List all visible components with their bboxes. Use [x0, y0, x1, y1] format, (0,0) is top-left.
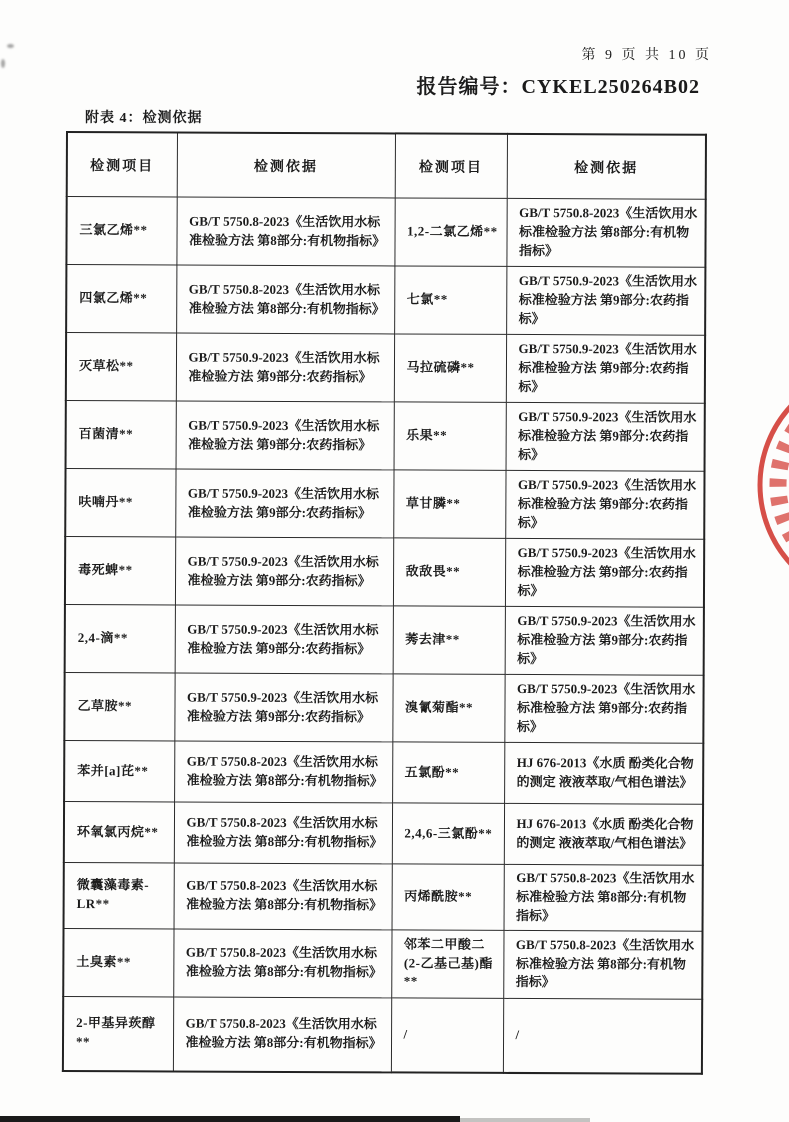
- table-row: [64, 862, 703, 930]
- table-row: [66, 265, 705, 336]
- item-cell: 敌敌畏**: [393, 538, 505, 606]
- basis-cell: HJ 676-2013《水质 酚类化合物的测定 液液萃取/气相色谱法》: [504, 803, 703, 865]
- scan-edge-artifact: [0, 1116, 460, 1122]
- item-cell: 邻苯二甲酸二(2-乙基己基)酯**: [391, 929, 503, 997]
- basis-cell: GB/T 5750.8-2023《生活饮用水标准检验方法 第8部分:有机物指标》: [173, 929, 391, 998]
- basis-cell: /: [503, 998, 702, 1074]
- item-cell: 四氯乙烯**: [66, 265, 176, 333]
- table-row: [64, 672, 703, 743]
- item-cell: 2-甲基异莰醇**: [63, 996, 173, 1071]
- column-header-basis-2: 检测依据: [507, 134, 706, 199]
- item-cell: 七氯**: [394, 266, 506, 334]
- basis-cell: GB/T 5750.9-2023《生活饮用水标准检验方法 第9部分:农药指标》: [175, 605, 393, 674]
- basis-cell: GB/T 5750.8-2023《生活饮用水标准检验方法 第8部分:有机物指标》: [503, 930, 702, 999]
- item-cell: 2,4-滴**: [65, 604, 175, 672]
- basis-cell: GB/T 5750.8-2023《生活饮用水标准检验方法 第8部分:有机物指标》: [176, 265, 394, 334]
- basis-cell: GB/T 5750.9-2023《生活饮用水标准检验方法 第9部分:农药指标》: [504, 674, 703, 743]
- table-row: [66, 401, 705, 472]
- basis-cell: GB/T 5750.8-2023《生活饮用水标准检验方法 第8部分:有机物指标》: [174, 863, 392, 929]
- item-cell: 2,4,6-三氯酚**: [392, 803, 504, 864]
- basis-cell: GB/T 5750.8-2023《生活饮用水标准检验方法 第8部分:有机物指标》: [504, 864, 703, 930]
- basis-cell: GB/T 5750.9-2023《生活饮用水标准检验方法 第9部分:农药指标》: [175, 537, 393, 606]
- basis-cell: GB/T 5750.9-2023《生活饮用水标准检验方法 第9部分:农药指标》: [506, 334, 705, 403]
- table-row: [63, 996, 702, 1074]
- basis-cell: GB/T 5750.9-2023《生活饮用水标准检验方法 第9部分:农药指标》: [174, 673, 392, 742]
- scan-artifact: [7, 44, 14, 48]
- item-cell: 环氧氯丙烷**: [64, 801, 174, 862]
- item-cell: 土臭素**: [63, 928, 173, 996]
- item-cell: 丙烯酰胺**: [392, 864, 504, 930]
- table-row: [64, 801, 703, 865]
- item-cell: 毒死蜱**: [65, 537, 175, 605]
- item-cell: 微囊藻毒素-LR**: [64, 862, 174, 928]
- basis-cell: GB/T 5750.9-2023《生活饮用水标准检验方法 第9部分:农药指标》: [176, 401, 394, 470]
- test-basis-table: [62, 131, 707, 1075]
- basis-cell: GB/T 5750.9-2023《生活饮用水标准检验方法 第9部分:农药指标》: [175, 469, 393, 538]
- table-row: [66, 197, 705, 268]
- item-cell: /: [391, 997, 503, 1072]
- table-title: 附表 4：检测依据: [85, 111, 203, 126]
- report-number-value: CYKEL250264B02: [521, 76, 700, 98]
- table-row: [63, 928, 702, 999]
- item-cell: 百菌清**: [66, 401, 176, 469]
- column-header-basis-1: 检测依据: [177, 132, 395, 197]
- item-cell: 苯并[a]芘**: [64, 740, 174, 801]
- basis-cell: GB/T 5750.8-2023《生活饮用水标准检验方法 第8部分:有机物指标》: [173, 997, 391, 1073]
- basis-cell: HJ 676-2013《水质 酚类化合物的测定 液液萃取/气相色谱法》: [504, 742, 703, 804]
- scan-artifact: [1, 59, 5, 68]
- item-cell: 乐果**: [394, 402, 506, 470]
- table-row: [65, 604, 704, 675]
- item-cell: 莠去津**: [393, 606, 505, 674]
- basis-cell: GB/T 5750.9-2023《生活饮用水标准检验方法 第9部分:农药指标》: [506, 266, 705, 335]
- red-seal-stamp: [743, 400, 789, 600]
- basis-cell: GB/T 5750.9-2023《生活饮用水标准检验方法 第9部分:农药指标》: [505, 538, 704, 607]
- item-cell: 乙草胺**: [64, 672, 174, 740]
- table-header-row: [67, 132, 706, 199]
- item-cell: 草甘膦**: [393, 470, 505, 538]
- item-cell: 1,2-二氯乙烯**: [394, 198, 506, 266]
- basis-cell: GB/T 5750.8-2023《生活饮用水标准检验方法 第8部分:有机物指标》: [174, 802, 392, 864]
- basis-cell: GB/T 5750.8-2023《生活饮用水标准检验方法 第8部分:有机物指标》: [506, 198, 705, 267]
- basis-cell: GB/T 5750.9-2023《生活饮用水标准检验方法 第9部分:农药指标》: [505, 606, 704, 675]
- basis-cell: GB/T 5750.9-2023《生活饮用水标准检验方法 第9部分:农药指标》: [505, 470, 704, 539]
- table-row: [65, 537, 704, 608]
- report-number-line: [417, 70, 700, 99]
- item-cell: 溴氰菊酯**: [392, 674, 504, 742]
- basis-cell: GB/T 5750.8-2023《生活饮用水标准检验方法 第8部分:有机物指标》: [176, 197, 394, 266]
- item-cell: 五氯酚**: [392, 742, 504, 803]
- item-cell: 三氯乙烯**: [66, 197, 176, 265]
- item-cell: 呋喃丹**: [65, 469, 175, 537]
- scan-edge-artifact: [460, 1118, 590, 1122]
- item-cell: 灭草松**: [66, 333, 176, 401]
- column-header-item-2: 检测项目: [395, 133, 507, 198]
- page-indicator: 第 9 页 共 10 页: [581, 48, 712, 63]
- column-header-item-1: 检测项目: [67, 132, 177, 197]
- table-row: [66, 333, 705, 404]
- basis-cell: GB/T 5750.8-2023《生活饮用水标准检验方法 第8部分:有机物指标》: [174, 741, 392, 803]
- table-row: [64, 740, 703, 804]
- item-cell: 马拉硫磷**: [394, 334, 506, 402]
- table-row: [65, 469, 704, 540]
- basis-cell: GB/T 5750.9-2023《生活饮用水标准检验方法 第9部分:农药指标》: [506, 402, 705, 471]
- report-number-label: 报告编号：: [416, 76, 522, 98]
- basis-cell: GB/T 5750.9-2023《生活饮用水标准检验方法 第9部分:农药指标》: [176, 333, 394, 402]
